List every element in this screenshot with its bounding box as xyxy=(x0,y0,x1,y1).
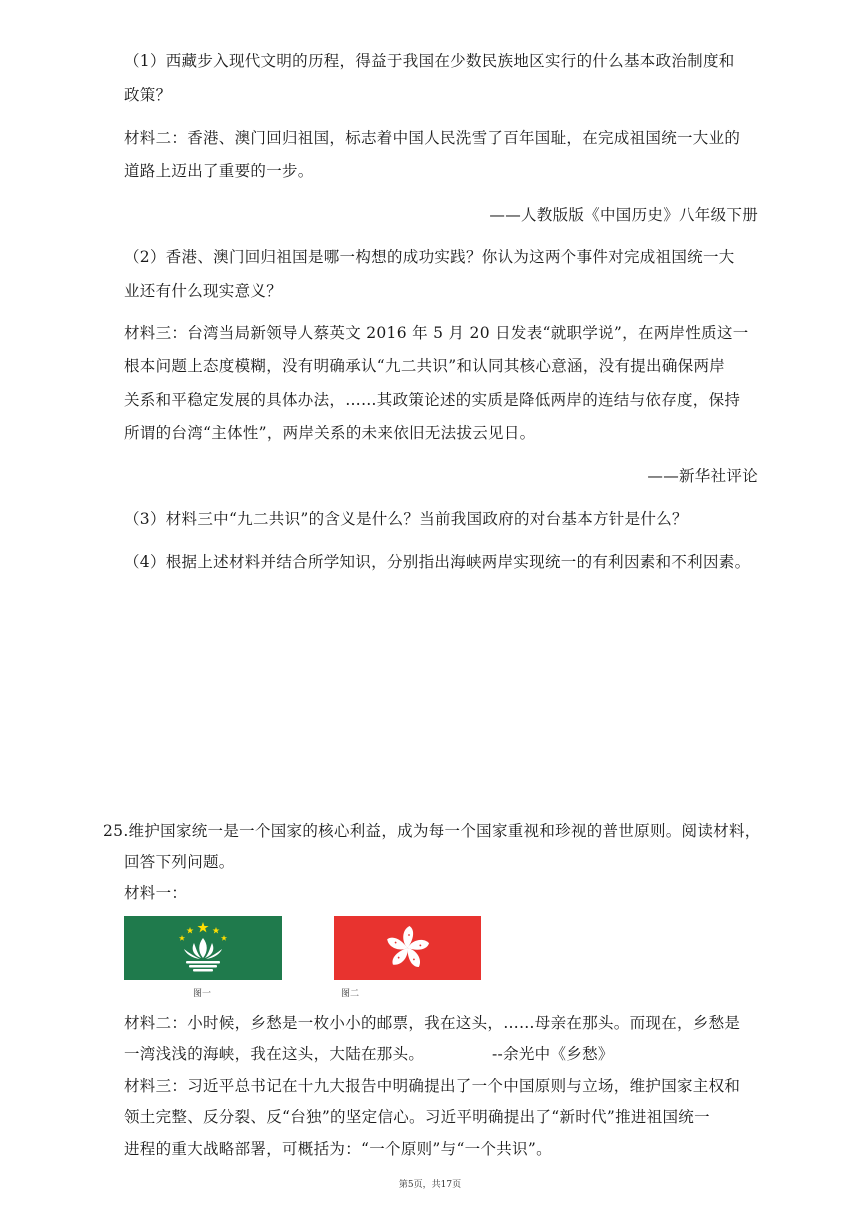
question-4: （4）根据上述材料并结合所学知识，分别指出海峡两岸实现统一的有利因素和不利因素。 xyxy=(124,553,751,571)
material-3-text-4: 所谓的台湾“主体性”，两岸关系的未来依旧无法拔云见日。 xyxy=(124,424,536,442)
page-footer: 第5页，共17页 xyxy=(398,1180,462,1190)
macau-flag-image xyxy=(124,916,282,980)
question-25-stem-cont: 回答下列问题。 xyxy=(124,853,235,871)
question-2-cont: 业还有什么现实意义？ xyxy=(124,282,283,300)
material-2-text: 材料二：香港、澳门回归祖国，标志着中国人民洗雪了百年国耻，在完成祖国统一大业的 xyxy=(124,129,741,147)
q25-material-2-source: --余光中《乡愁》 xyxy=(492,1045,614,1063)
material-2-source: ——人教版版《中国历史》八年级下册 xyxy=(489,206,758,224)
hongkong-flag-image xyxy=(334,916,481,980)
question-2: （2）香港、澳门回归祖国是哪一构想的成功实践？你认为这两个事件对完成祖国统一大 xyxy=(124,248,735,266)
q25-material-3-text-3: 进程的重大战略部署，可概括为：“一个原则”与“一个共识”。 xyxy=(124,1140,552,1158)
figure-1-caption: 图一 xyxy=(193,989,212,999)
material-3-text-3: 关系和平稳定发展的具体办法，……其政策论述的实质是降低两岸的连结与依存度，保持 xyxy=(124,391,741,409)
material-3-source: ——新华社评论 xyxy=(647,467,758,485)
question-1-cont: 政策？ xyxy=(124,86,172,104)
question-1: （1）西藏步入现代文明的历程，得益于我国在少数民族地区实行的什么基本政治制度和 xyxy=(124,52,735,70)
q25-material-2-text: 材料二：小时候，乡愁是一枚小小的邮票，我在这头，……母亲在那头。而现在，乡愁是 xyxy=(124,1014,741,1032)
q25-material-3-text: 材料三：习近平总书记在十九大报告中明确提出了一个中国原则与立场，维护国家主权和 xyxy=(124,1077,741,1095)
material-3-text: 材料三：台湾当局新领导人蔡英文 2016 年 5 月 20 日发表“就职学说”，在两岸性质这一 xyxy=(124,324,749,342)
question-25-stem: 25.维护国家统一是一个国家的核心利益，成为每一个国家重视和珍视的普世原则。阅读材料， xyxy=(103,822,761,840)
question-3: （3）材料三中“九二共识”的含义是什么？当前我国政府的对台基本方针是什么？ xyxy=(124,510,688,528)
q25-material-2-text-cont: 一湾浅浅的海峡，我在这头，大陆在那头。 xyxy=(124,1045,425,1063)
figure-2-caption: 图二 xyxy=(341,989,360,999)
material-2-text-cont: 道路上迈出了重要的一步。 xyxy=(124,162,314,180)
q25-material-3-text-2: 领土完整、反分裂、反“台独”的坚定信心。习近平明确提出了“新时代”推进祖国统一 xyxy=(124,1108,710,1126)
material-1-label: 材料一： xyxy=(124,884,188,902)
material-3-text-2: 根本问题上态度模糊，没有明确承认“九二共识”和认同其核心意涵，没有提出确保两岸 xyxy=(124,357,726,375)
